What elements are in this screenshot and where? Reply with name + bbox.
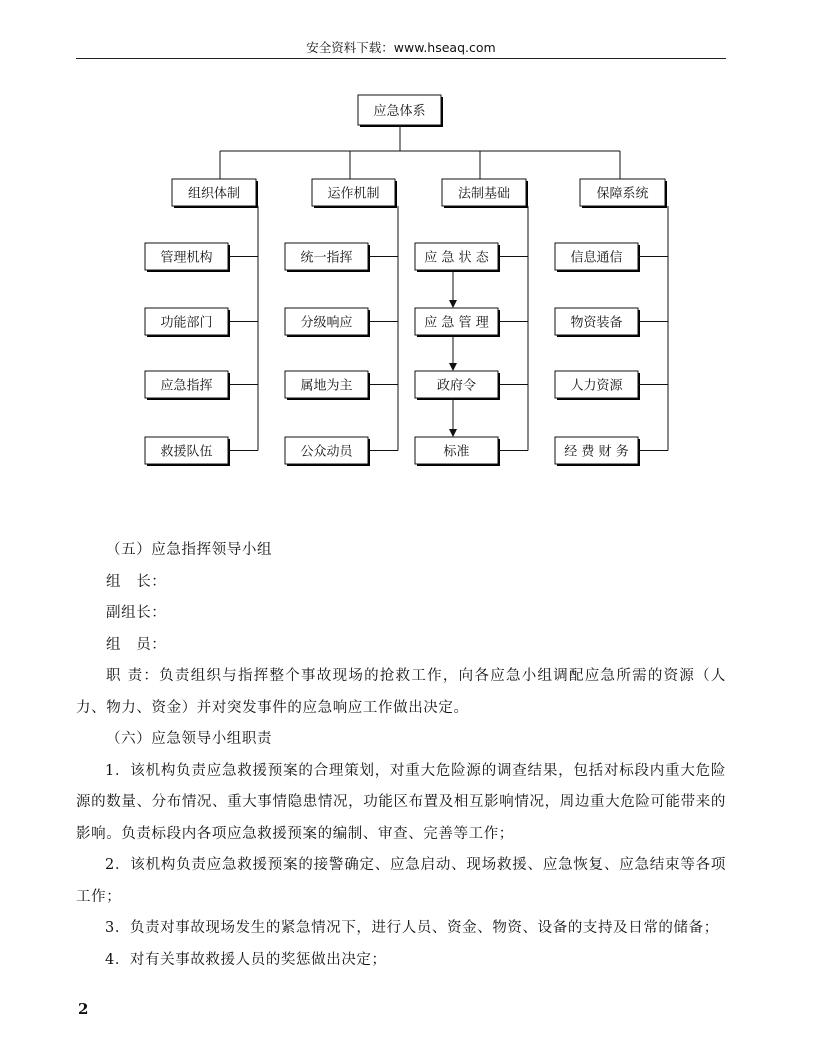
item-box-2-4-label: 公众动员 (300, 444, 353, 460)
item-2: 2．该机构负责应急救援预案的接警确定、应急启动、现场救援、应急恢复、应急结束等各项工作； (76, 857, 726, 905)
item-box-1-3-label: 应急指挥 (160, 378, 213, 394)
vice-leader-line: 副组长： (106, 605, 167, 621)
item-box-1-2-label: 功能部门 (160, 315, 213, 331)
column-title-1-label: 组织体制 (187, 186, 241, 202)
item-box-4-3-label: 人力资源 (570, 378, 623, 394)
item-box-4-4-label: 经 费 财 务 (564, 444, 629, 460)
item-box-3-3-label: 政府令 (436, 378, 477, 394)
item-box-4-2-label: 物资装备 (570, 315, 623, 331)
document-body (76, 535, 726, 976)
item-box-2-2-label: 分级响应 (300, 315, 353, 331)
item-box-4-1-label: 信息通信 (570, 250, 623, 266)
item-box-1-4-label: 救援队伍 (160, 444, 213, 460)
column-title-3-label: 法制基础 (457, 186, 511, 202)
item-box-3-1-label: 应 急 状 态 (424, 250, 489, 266)
column-title-2-label: 运作机制 (327, 186, 380, 202)
item-1: 1．该机构负责应急救援预案的合理策划，对重大危险源的调查结果，包括对标段内重大危险源的数量、分布情况、重大事情隐患情况，功能区布置及相互影响情况，周边重大危险可能带来的影响。负责标段内各项应急救援预案的编制、审查、完善等工作； (76, 762, 726, 842)
root-box-label: 应急体系 (373, 104, 426, 119)
item-box-3-4-label: 标准 (443, 444, 470, 460)
item-box-3-2-label: 应 急 管 理 (424, 315, 489, 331)
duty-paragraph: 职 责：负责组织与指挥整个事故现场的抢救工作，向各应急小组调配应急所需的资源（人力、物力、资金）并对突发事件的应急响应工作做出决定。 (76, 668, 726, 716)
column-title-4-label: 保障系统 (596, 186, 649, 202)
section5-title: （五）应急指挥领导小组 (106, 542, 273, 558)
page-number: 2 (78, 1000, 89, 1018)
item-box-1-1-label: 管理机构 (160, 250, 213, 266)
item-box-2-3-label: 属地为主 (300, 378, 353, 394)
section6-title: （六）应急领导小组职责 (106, 731, 273, 747)
page-header: 安全资料下载：www.hseaq.com (306, 40, 496, 55)
members-line: 组 员： (106, 636, 167, 653)
item-4: 4．对有关事故救援人员的奖惩做出决定； (105, 951, 387, 968)
leader-line: 组 长： (106, 573, 167, 590)
item-box-2-1-label: 统一指挥 (300, 250, 353, 266)
item-3: 3．负责对事故现场发生的紧急情况下，进行人员、资金、物资、设备的支持及日常的储备； (105, 920, 719, 936)
